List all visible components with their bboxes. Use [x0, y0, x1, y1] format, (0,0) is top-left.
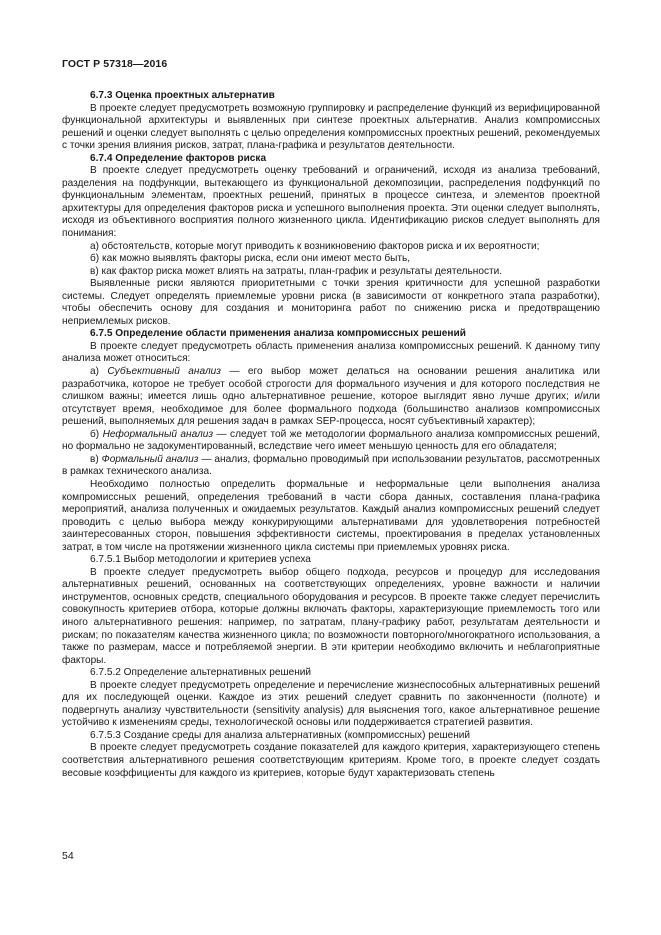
- list-item: [62, 429, 600, 454]
- subsection-heading: 6.7.5.3 Создание среды для анализа альтернативных (компромиссных) решений: [90, 729, 471, 741]
- document-body: [62, 90, 600, 780]
- paragraph: Необходимо полностью определить формальные и неформальные цели выполнения анализа компромиссных решений, определения требований в части сбора данных, составления плана-графика мероприятий, анализа полученных и ожидаемых результатов. Каждый анализ компромиссных решений следует проводить с целью выбора между конкурирующими альтернативами для удовлетворения потребностей заинтересованных сторон, повышения эффективности системы, проектирования в пределах установленных затрат, в том числе на протяжении жизненного цикла системы при приемлемых уровнях риска.: [62, 478, 600, 553]
- paragraph: В проекте следует предусмотреть возможную группировку и распределение функций из верифицированной функциональной архитектуры и выявленных при синтезе проектных альтернатив. Анализ компромиссных решений и оценки следует выполнять с целью определения компромиссных проектных решений, рекомендуемых с точки зрения влияния рисков, затрат, плана-графика и результатов деятельности.: [62, 102, 600, 152]
- list-item: а) обстоятельств, которые могут приводить к возникновению факторов риска и их вероятности;: [90, 240, 540, 252]
- paragraph: В проекте следует предусмотреть создание показателей для каждого критерия, характеризующего степень соответствия альтернативного решения соответствующим критериям. Кроме того, в проекте следует создать весовые коэффициенты для каждого из критериев, которые будут характеризовать степень: [62, 742, 600, 779]
- paragraph: В проекте следует предусмотреть оценку требований и ограничений, исходя из анализа требований, разделения на подфункции, вытекающего из функциональной декомпозиции, распределения подфункций по функциональным элементам, проектных решений, принятых в процессе синтеза, и элементов проектной архитектуры для определения факторов риска и успешного выполнения проекта. Эти оценки следует выполнять, исходя из объективного восприятия полного жизненного цикла. Идентификацию рисков следует выполнять для понимания:: [62, 165, 600, 240]
- page-number: 54: [62, 850, 74, 862]
- paragraph: В проекте следует предусмотреть определение и перечисление жизнеспособных альтернативных решений для их последующей оценки. Каждое из этих решений следует сравнить по законченности (полноте) и подвергнуть анализу чувствительности (sensitivity analysis) для выяснения того, какое альтернативное решение устойчиво к изменениям среды, технологической основы или поддерживается стратегией развития.: [62, 679, 600, 729]
- section-heading: 6.7.5 Определение области применения анализа компромиссных решений: [90, 328, 466, 340]
- list-item: [62, 454, 600, 479]
- paragraph: Выявленные риски являются приоритетными с точки зрения критичности для успешной разработки системы. Следует определять приемлемые уровни риска (в зависимости от конкретного этапа разработки), чтобы обеспечить основу для создания и мониторинга работ по снижению риска и предотвращению неприемлемых рисков.: [62, 278, 600, 327]
- term: Неформальный анализ: [102, 428, 214, 440]
- section-heading: 6.7.4 Определение факторов риска: [90, 152, 267, 164]
- term: Формальный анализ: [101, 453, 199, 465]
- list-prefix: в): [90, 453, 102, 465]
- paragraph: В проекте следует предусмотреть область применения анализа компромиссных решений. К данному типу анализа может относиться:: [62, 340, 600, 365]
- standard-header: ГОСТ Р 57318—2016: [62, 58, 168, 70]
- term: Субъективный анализ: [107, 366, 221, 378]
- section-heading: 6.7.3 Оценка проектных альтернатив: [90, 90, 275, 101]
- list-item: в) как фактор риска может влиять на затраты, план-график и результаты деятельности.: [90, 265, 503, 277]
- list-prefix: а): [90, 366, 108, 378]
- list-item: [62, 366, 600, 429]
- subsection-heading: 6.7.5.1 Выбор методологии и критериев успеха: [90, 554, 311, 566]
- definition: — следует той же методологии формального анализа компромиссных решений, но формально не задокументированный, вследствие чего имеет меньшую ценность для его обладателя;: [62, 428, 601, 453]
- list-item: б) как можно выявлять факторы риска, если они имеют место быть,: [90, 253, 411, 265]
- definition: — его выбор может делаться на основании решения аналитика или разработчика, которое не требует особой строгости для формального изучения и для которого последствия не слишком важны; имеется лишь одно альтернативное решение, которое выглядит явно лучше других; и/или отсутствует время, необходимое для более формального подхода (большинство анализов компромиссных решений, выполняемых для решения задач в рамках SEP-процесса, носят субъективный характер);: [62, 366, 601, 428]
- subsection-heading: 6.7.5.2 Определение альтернативных решений: [90, 667, 312, 679]
- paragraph: В проекте следует предусмотреть выбор общего подхода, ресурсов и процедур для исследования альтернативных решений, основанных на соответствующих определениях, уровне важности и наличии инструментов, основных средств, специального оборудования и ресурсов. В проекте также следует перечислить совокупность критериев отбора, которые должны включать факторы, характеризующие приемлемость того или иного альтернативного решения: например, по затратам, плану-графику работ, результатам деятельности и рискам; по показателям качества жизненного цикла; по возможности повторного/многократного использования, а также по размерам, массе и потребляемой энергии. В эти критерии необходимо включить и неблагоприятные факторы.: [62, 566, 600, 666]
- definition: — анализ, формально проводимый при использовании результатов, рассмотренных в рамках технического анализа.: [62, 453, 601, 478]
- list-prefix: б): [90, 428, 103, 440]
